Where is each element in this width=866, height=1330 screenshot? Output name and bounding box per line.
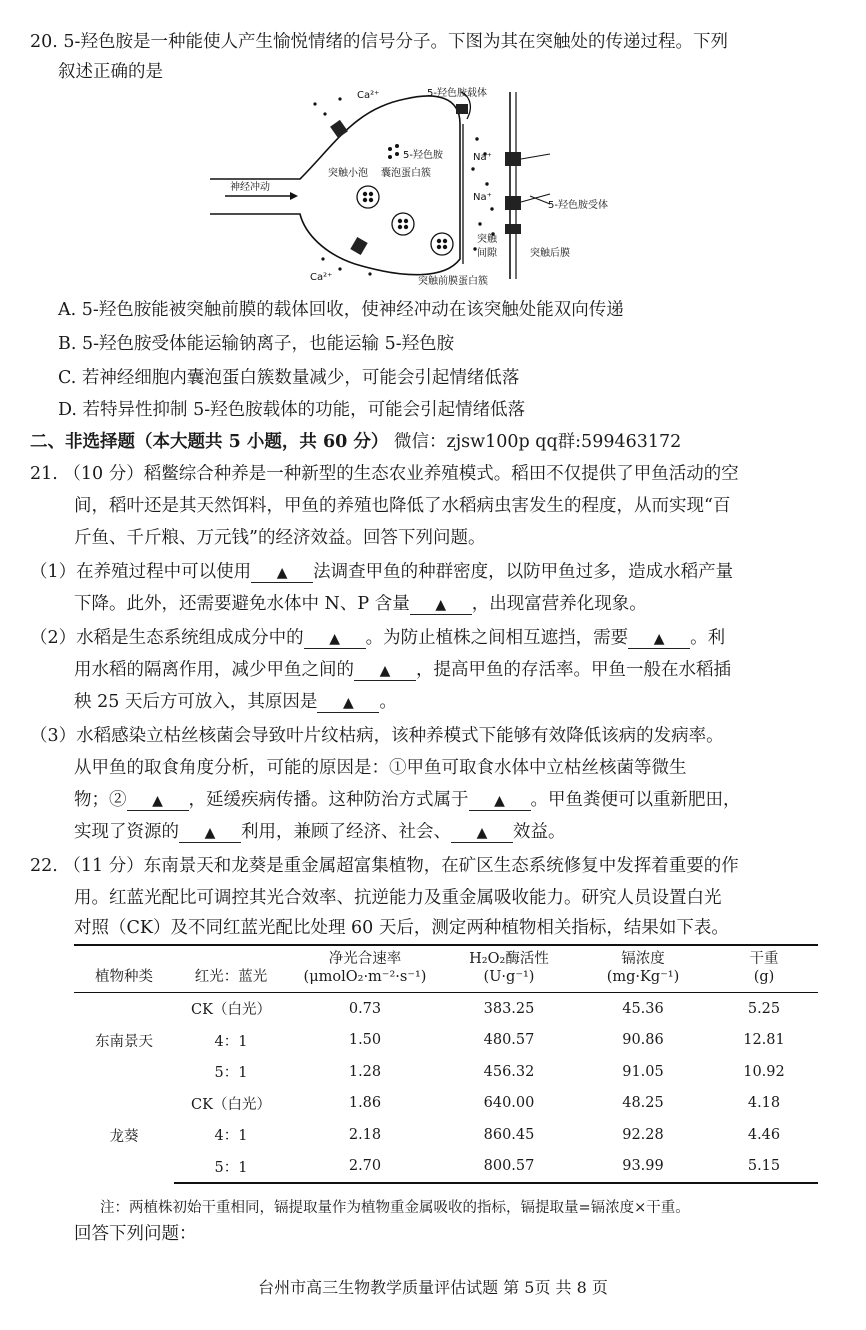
label-receptor: 5-羟色胺受体 [548, 200, 608, 211]
header-dry: 干重 (g) [710, 945, 818, 993]
table-note: 注：两植株初始干重相同，镉提取量作为植物重金属吸收的指标，镉提取量=镉浓度×干重。 [100, 1200, 690, 1216]
answer-blank[interactable]: ▲ [451, 824, 513, 843]
q20-option-b: B. 5-羟色胺受体能运输钠离子，也能运输 5-羟色胺 [58, 334, 455, 354]
label-na-1: Na⁺ [473, 152, 492, 163]
section-2-heading [30, 430, 681, 454]
header-plant: 植物种类 [74, 945, 174, 993]
q22-prompt: 回答下列问题： [74, 1224, 197, 1244]
plant-cell: 龙葵 [109, 1128, 139, 1145]
answer-blank[interactable]: ▲ [304, 630, 366, 649]
q21-stem-line-1: 21. （10 分）稻鳖综合种养是一种新型的生态农业养殖模式。稻田不仅提供了甲鱼活动的空 [30, 464, 739, 484]
label-vesicle-protein: 囊泡蛋白簇 [381, 168, 431, 179]
label-ca-top: Ca²⁺ [357, 90, 380, 101]
synaptic-vesicle-3 [431, 233, 453, 255]
synapse-diagram [205, 84, 625, 289]
q21-part-2-line-1: （2）水稻是生态系统组成成分中的 ▲ 。为防止植株之间相互遮挡，需要 ▲ 。利 [30, 628, 726, 648]
transporter-shape [456, 104, 468, 114]
header-enzyme: H₂O₂酶活性 (U·g⁻¹) [442, 945, 576, 993]
q21-part-2-line-2: 用水稻的隔离作用，减少甲鱼之间的 ▲ ，提高甲鱼的存活率。甲鱼一般在水稻插 [74, 660, 731, 680]
label-pre-membrane-protein: 突触前膜蛋白簇 [418, 276, 488, 287]
label-impulse: 神经冲动 [230, 182, 270, 193]
section-2-title: 二、非选择题（本大题共 5 小题，共 60 分） [30, 432, 389, 452]
q21-part-3-line-1: （3）水稻感染立枯丝核菌会导致叶片纹枯病，该种养模式下能够有效降低该病的发病率。 [30, 726, 724, 746]
calcium-channel-bottom [350, 237, 367, 255]
label-cleft-2: 间隙 [477, 248, 497, 259]
label-serotonin: 5-羟色胺 [403, 150, 443, 161]
calcium-channel-top [330, 120, 348, 138]
answer-blank[interactable]: ▲ [469, 792, 531, 811]
answer-blank[interactable]: ▲ [317, 694, 379, 713]
table-header-row [74, 945, 818, 993]
answer-blank[interactable]: ▲ [628, 630, 690, 649]
answer-blank[interactable]: ▲ [410, 596, 472, 615]
header-cd: 镉浓度 (mg·Kg⁻¹) [576, 945, 710, 993]
q20-option-d: D. 若特异性抑制 5-羟色胺载体的功能，可能会引起情绪低落 [58, 400, 526, 420]
plant-cell: 东南景天 [95, 1033, 153, 1050]
q21-part-1-line-2: 下降。此外，还需要避免水体中 N、P 含量 ▲ ，出现富营养化现象。 [74, 594, 647, 614]
q22-stem-line-1: 22. （11 分）东南景天和龙葵是重金属超富集植物，在矿区生态系统修复中发挥着重要的作 [30, 856, 739, 876]
label-vesicle: 突触小泡 [328, 168, 368, 179]
q22-stem-line-3: 对照（CK）及不同红蓝光配比处理 60 天后，测定两种植物相关指标，结果如下表。 [74, 918, 729, 938]
label-ca-bottom: Ca²⁺ [310, 272, 333, 283]
q21-stem-line-3: 斤鱼、千斤粮、万元钱”的经济效益。回答下列问题。 [74, 528, 486, 548]
table-row: 4：1 1.50 480.57 90.86 12.81 [214, 1032, 785, 1050]
q20-stem-line-1: 20. 5-羟色胺是一种能使人产生愉悦情绪的信号分子。下图为其在突触处的传递过程。下列 [30, 32, 728, 52]
receptor-shape-2 [505, 196, 521, 210]
q20-option-c: C. 若神经细胞内囊泡蛋白簇数量减少，可能会引起情绪低落 [58, 368, 520, 388]
table-row: 5：1 2.70 800.57 93.99 5.15 [74, 1151, 818, 1184]
header-ratio: 红光：蓝光 [174, 945, 288, 993]
answer-blank[interactable]: ▲ [127, 792, 189, 811]
q21-part-2-line-3: 秧 25 天后方可放入，其原因是 ▲ 。 [74, 692, 397, 712]
answer-blank[interactable]: ▲ [251, 564, 313, 583]
answer-blank[interactable]: ▲ [179, 824, 241, 843]
label-transporter: 5-羟色胺载体 [427, 88, 487, 99]
table-row: 4：1 2.18 860.45 92.28 4.46 [214, 1126, 781, 1145]
q21-part-3-line-3: 物；② ▲ ，延缓疾病传播。这种防治方式属于 ▲ 。甲鱼粪便可以重新肥田， [74, 790, 741, 810]
label-cleft-1: 突触 [477, 234, 497, 245]
q20-option-a: A. 5-羟色胺能被突触前膜的载体回收，使神经冲动在该突触处能双向传递 [58, 300, 624, 320]
header-rate: 净光合速率 (μmolO₂·m⁻²·s⁻¹) [288, 945, 442, 993]
label-post-membrane: 突触后膜 [530, 248, 570, 259]
receptor-shape-1 [505, 152, 521, 166]
q21-part-3-line-4: 实现了资源的 ▲ 利用，兼顾了经济、社会、 ▲ 效益。 [74, 822, 566, 842]
answer-blank[interactable]: ▲ [354, 662, 416, 681]
results-table [74, 944, 818, 1184]
q21-part-3-line-2: 从甲鱼的取食角度分析，可能的原因是：①甲鱼可取食水体中立枯丝核菌等微生 [74, 758, 687, 778]
table-row: 东南景天 CK（白光） 0.73 383.25 45.36 5.25 [74, 993, 818, 1025]
synaptic-vesicle-2 [392, 213, 414, 235]
synaptic-vesicle-1 [357, 186, 379, 208]
q20-stem-line-2: 叙述正确的是 [58, 62, 163, 82]
section-2-extra: 微信：zjsw100p qq群:599463172 [393, 432, 682, 452]
q21-part-1-line-1: （1）在养殖过程中可以使用 ▲ 法调查甲鱼的种群密度，以防甲鱼过多，造成水稻产量 [30, 562, 734, 582]
page-footer: 台州市高三生物教学质量评估试题 第 5页 共 8 页 [258, 1278, 608, 1297]
table-row: 5：1 1.28 456.32 91.05 10.92 [214, 1063, 785, 1082]
table-row: 龙葵 CK（白光） 1.86 640.00 48.25 4.18 [74, 1088, 818, 1120]
q21-stem-line-2: 间，稻叶还是其天然饵料，甲鱼的养殖也降低了水稻病虫害发生的程度，从而实现“百 [74, 496, 731, 516]
label-na-2: Na⁺ [473, 192, 492, 203]
q22-stem-line-2: 用。红蓝光配比可调控其光合效率、抗逆能力及重金属吸收能力。研究人员设置白光 [74, 888, 722, 908]
